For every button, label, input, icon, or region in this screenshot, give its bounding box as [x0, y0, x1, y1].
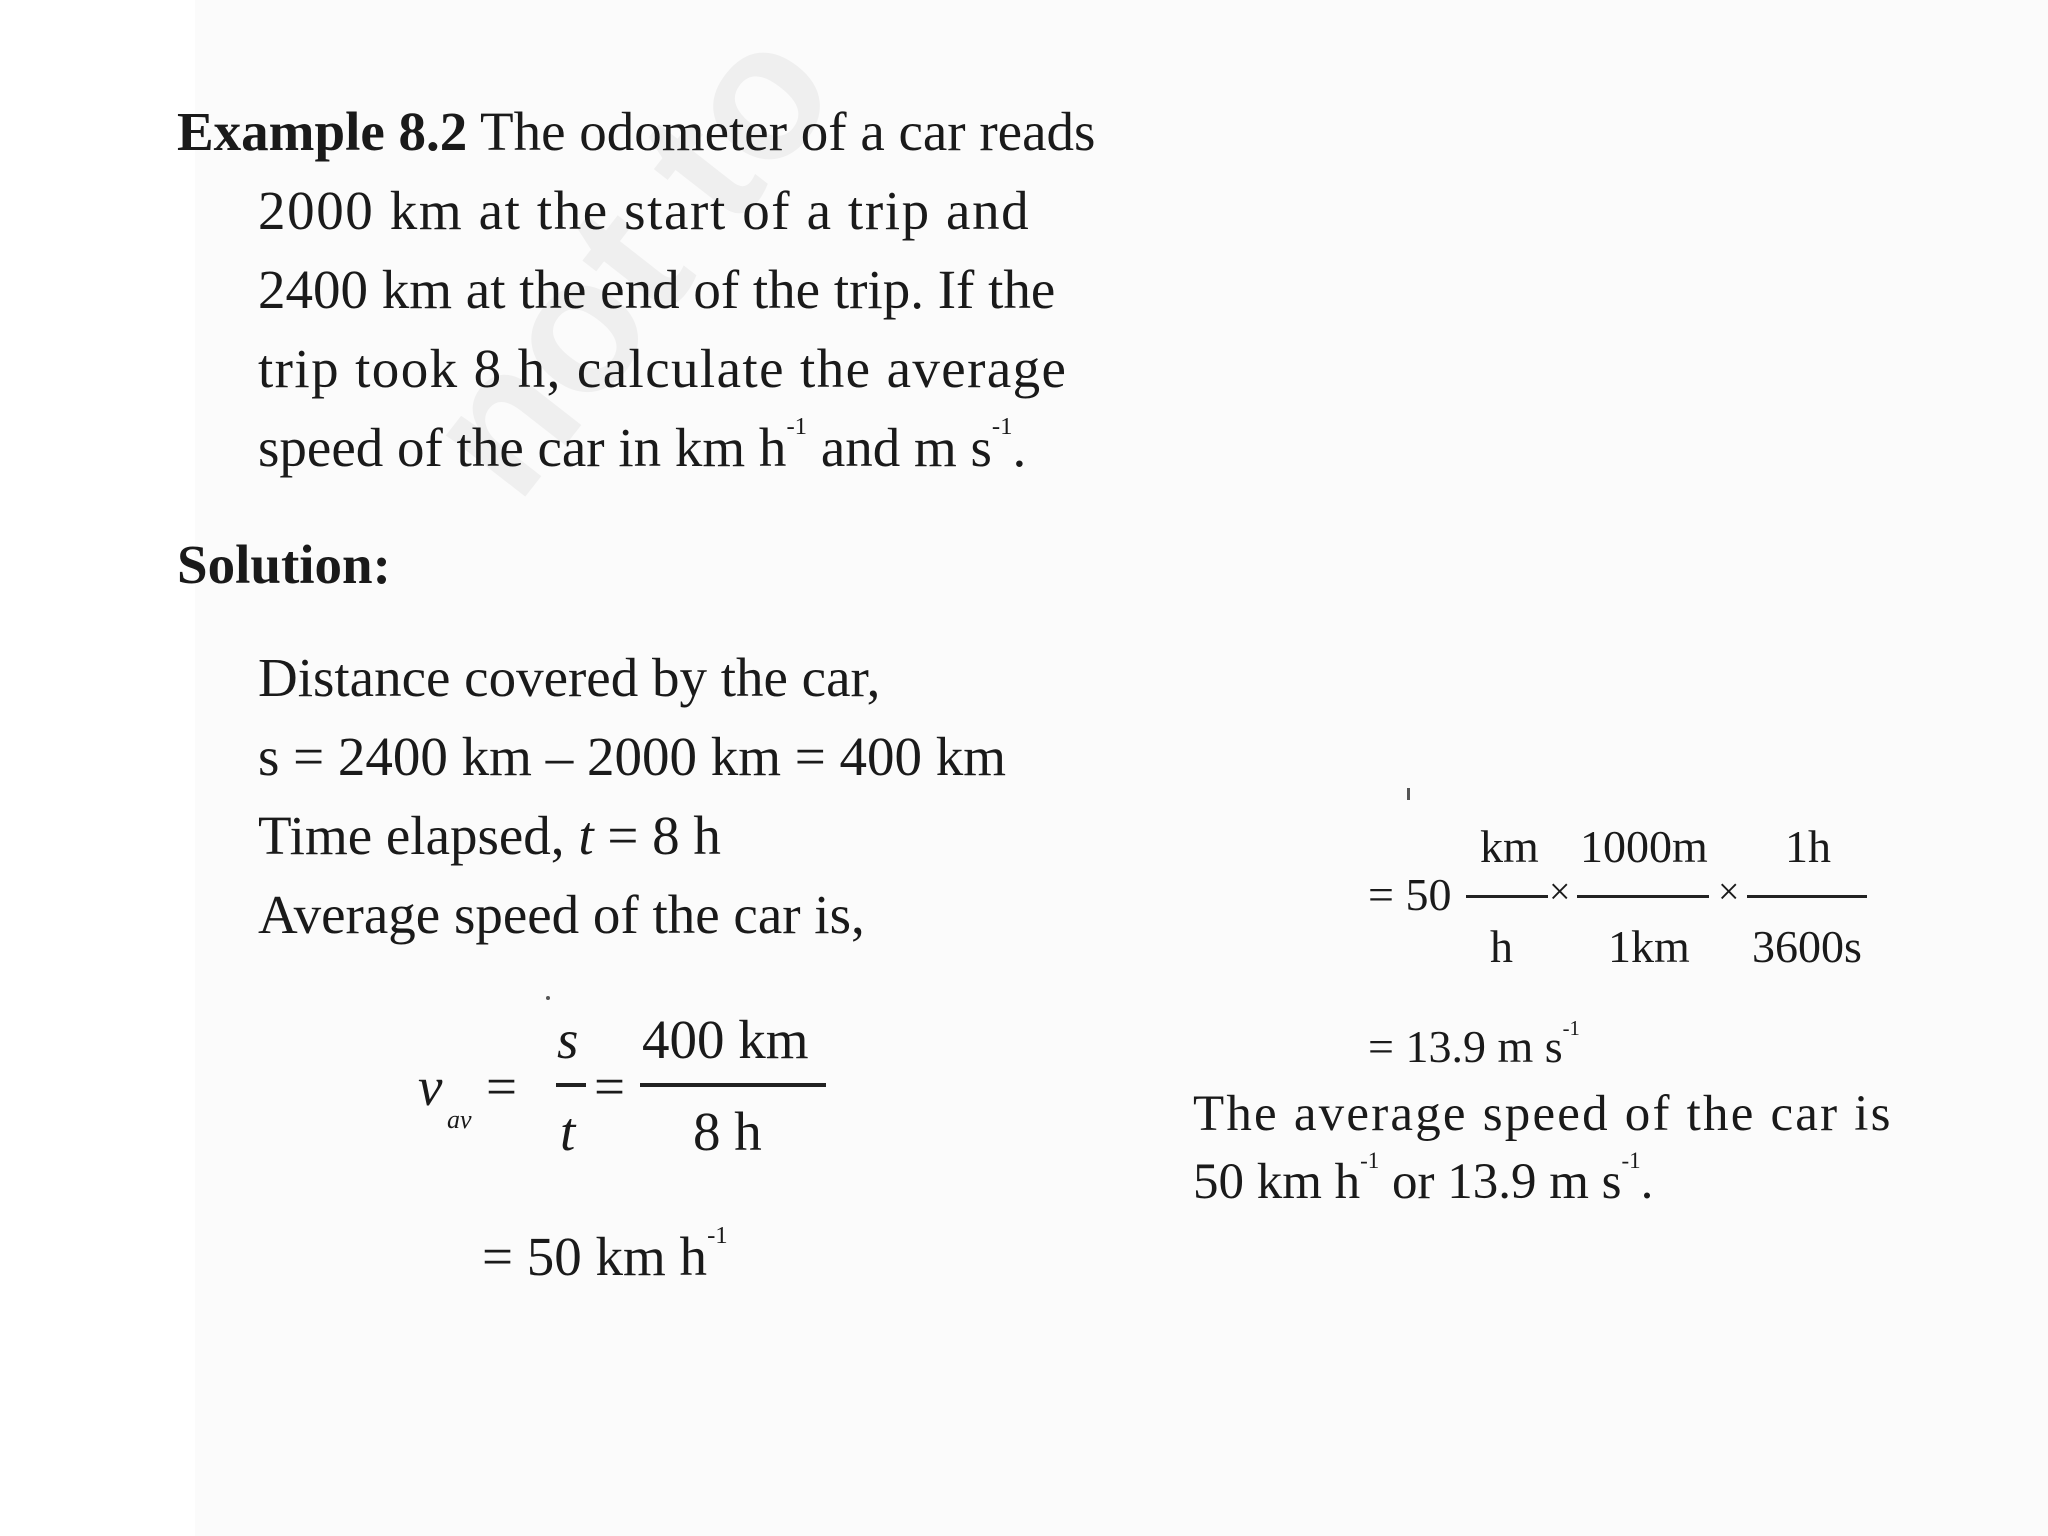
example-line-3: 2400 km at the end of the trip. If the	[258, 259, 1056, 320]
conclusion-line-2-b: or 13.9 m s	[1379, 1154, 1622, 1210]
example-line-5-b: and m s	[807, 417, 992, 478]
solution-line-3-b: = 8 h	[593, 805, 721, 866]
fraction-bar-km-h	[1466, 895, 1548, 898]
conversion-prefix: = 50	[1368, 869, 1452, 920]
example-line-4: trip took 8 h, calculate the average	[258, 338, 1068, 399]
conversion-result	[1368, 1020, 1580, 1073]
conclusion-line-2-c: .	[1640, 1154, 1654, 1210]
example-line-1	[177, 92, 1095, 171]
conversion-result-text: = 13.9 m s	[1368, 1021, 1563, 1072]
f3-denominator: 3600s	[1752, 921, 1862, 972]
fraction-bar-s-t	[556, 1083, 586, 1087]
solution-line-3	[258, 796, 721, 875]
example-line-5	[258, 408, 1026, 487]
time-variable: t	[578, 805, 594, 866]
velocity-subscript: av	[447, 1105, 472, 1134]
conclusion-line-1: The average speed of the car is	[1193, 1086, 1893, 1142]
solution-line-4: Average speed of the car is,	[258, 884, 865, 945]
f2-denominator: 1km	[1608, 921, 1690, 972]
solution-line-1: Distance covered by the car,	[258, 647, 881, 708]
f3-numerator: 1h	[1785, 821, 1831, 872]
exponent: -1	[1360, 1148, 1380, 1174]
numerator-400km: 400 km	[642, 1009, 809, 1070]
exponent: -1	[991, 412, 1013, 440]
f2-numerator: 1000m	[1580, 821, 1708, 872]
numerator-s: s	[557, 1009, 579, 1070]
speed-result-text: = 50 km h	[482, 1226, 708, 1287]
velocity-symbol: v	[418, 1056, 443, 1117]
example-text-1: The odometer of a car reads	[480, 101, 1096, 162]
speed-result	[482, 1221, 728, 1288]
f1-numerator: km	[1480, 821, 1539, 872]
fraction-bar-1h-3600s	[1747, 895, 1867, 898]
times-sign-2: ×	[1718, 871, 1740, 913]
f1-denominator: h	[1490, 921, 1513, 972]
example-line-5-a: speed of the car in km h	[258, 417, 787, 478]
solution-line-2: s = 2400 km – 2000 km = 400 km	[258, 726, 1007, 787]
conclusion-line-2-a: 50 km h	[1193, 1154, 1361, 1210]
denominator-t: t	[560, 1101, 576, 1162]
example-label: Example 8.2	[177, 101, 468, 162]
fraction-bar-400km-8h	[640, 1083, 826, 1087]
solution-heading: Solution:	[177, 534, 391, 595]
exponent: -1	[786, 412, 808, 440]
stray-tick	[1407, 788, 1410, 800]
times-sign-1: ×	[1549, 871, 1571, 913]
fraction-bar-1000m-1km	[1577, 895, 1709, 898]
solution-line-3-a: Time elapsed,	[258, 805, 579, 866]
denominator-8h: 8 h	[693, 1101, 762, 1162]
exponent: -1	[707, 1221, 728, 1249]
example-line-2: 2000 km at the start of a trip and	[258, 180, 1031, 241]
example-line-5-c: .	[1012, 417, 1027, 478]
equals-sign-2: =	[594, 1056, 626, 1117]
conclusion-line-2	[1193, 1148, 1654, 1211]
stray-dot	[546, 996, 550, 1000]
exponent: -1	[1562, 1018, 1580, 1041]
equals-sign-1: =	[486, 1056, 518, 1117]
exponent: -1	[1621, 1148, 1641, 1174]
